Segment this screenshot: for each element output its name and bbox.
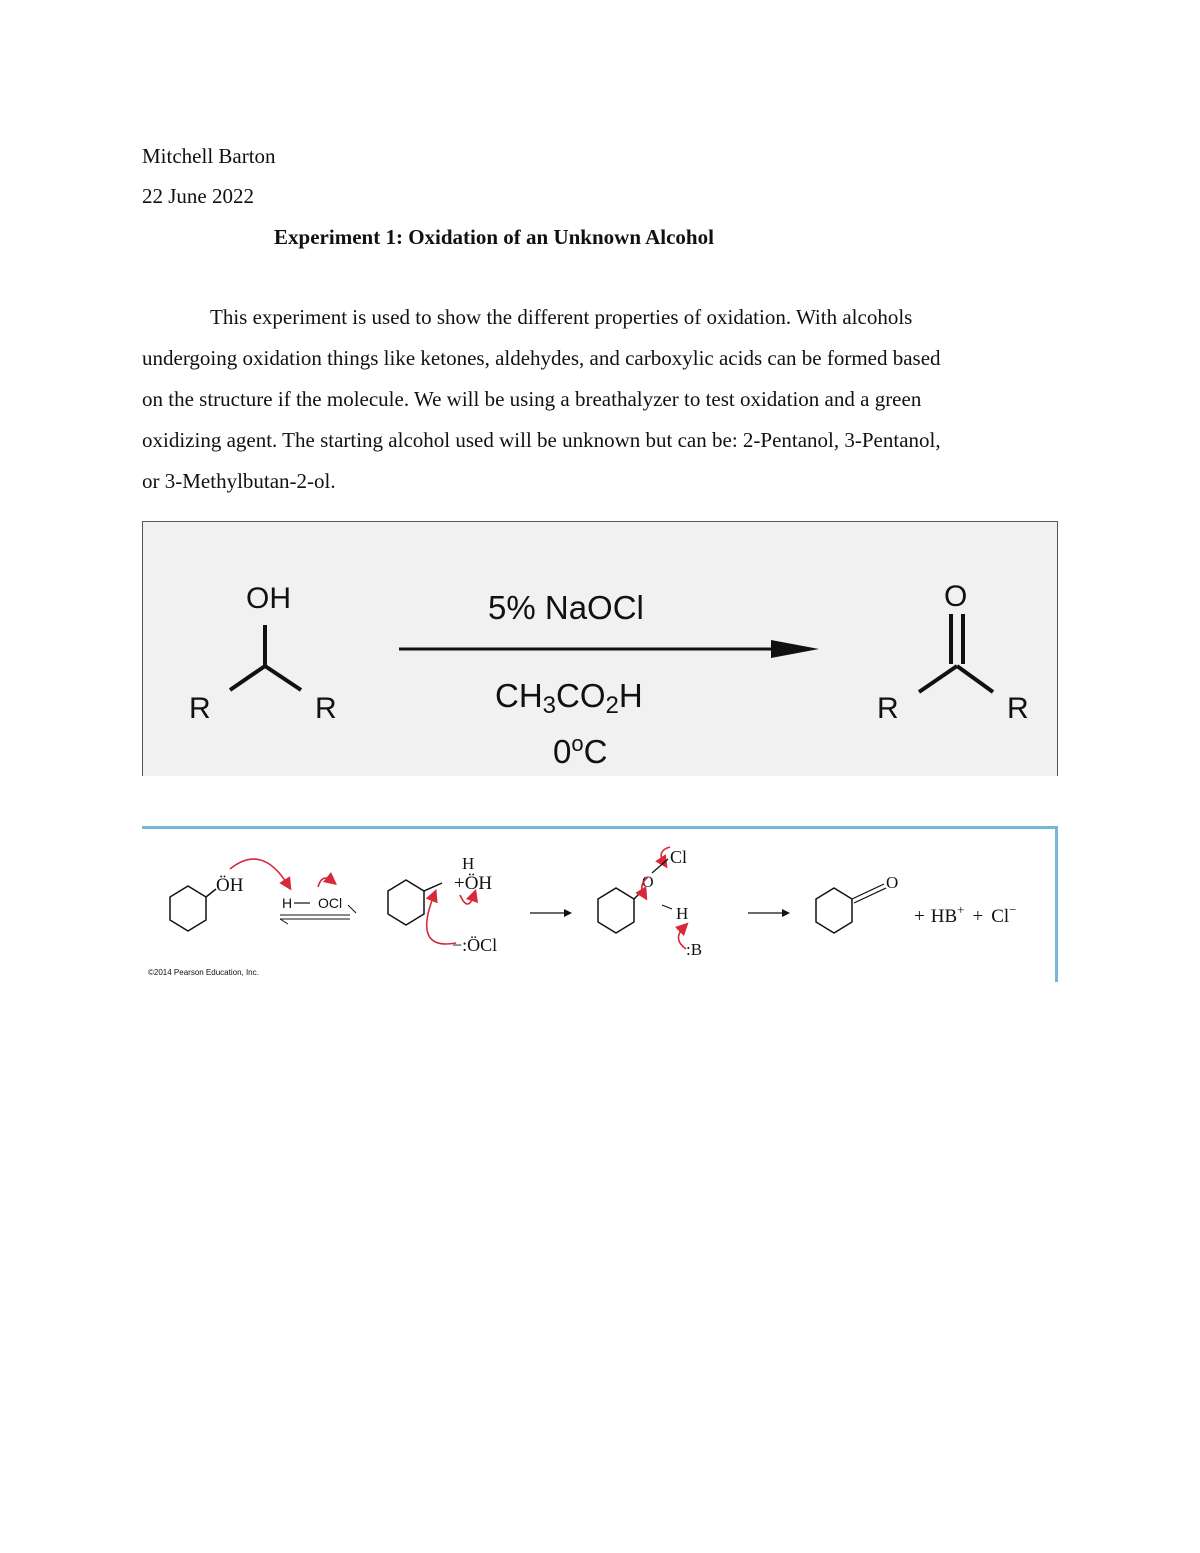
- document-title: Experiment 1: Oxidation of an Unknown Alcohol: [274, 225, 714, 249]
- mechanism-figure: [142, 826, 1058, 982]
- alcohol-oh-label: ÖH: [216, 875, 244, 896]
- equilibrium-arrow-head: [280, 919, 288, 924]
- ester-h-label: H: [676, 904, 689, 923]
- product-o-label: O: [944, 580, 968, 613]
- document-date: 22 June 2022: [142, 184, 254, 208]
- body-line: or 3-Methylbutan-2-ol.: [142, 469, 336, 493]
- reactant-oh-label: OH: [246, 582, 291, 615]
- cl-label: Cl: [670, 847, 688, 867]
- mechanism-drawing: [142, 829, 1058, 982]
- solvent-label: CH3CO2H: [495, 677, 643, 719]
- body-line: oxidizing agent. The starting alcohol used will be unknown but can be: 2-Pentanol, 3-Pentanol,: [142, 428, 941, 452]
- reactant-bond-right: [265, 666, 301, 690]
- reaction-scheme-drawing: [143, 522, 1058, 776]
- curved-arrow-7: [678, 927, 686, 949]
- copyright-notice: ©2014 Pearson Education, Inc.: [148, 968, 259, 977]
- reactant-r-right: R: [315, 692, 337, 725]
- reaction-arrow-head: [771, 640, 819, 658]
- base-label: :B: [686, 940, 703, 959]
- hocl-h-label: H: [282, 895, 293, 911]
- reactant-bond-left: [230, 666, 265, 690]
- intermediate-oh-label: +ÖH: [454, 873, 493, 894]
- body-line: on the structure if the molecule. We will be using a breathalyzer to test oxidation and a green: [142, 387, 922, 411]
- hypochlorite-label: −:ÖCl: [452, 935, 498, 955]
- curved-arrow-3: [460, 895, 474, 904]
- ester-o-label: O: [642, 874, 654, 891]
- temperature-label: 0$^o$C: [553, 731, 608, 770]
- cyclohexane-ring-3: [598, 888, 634, 933]
- cyclohexane-ring-1: [170, 886, 206, 931]
- hocl-tail: [348, 905, 356, 913]
- reaction-arrow-2-head: [564, 909, 572, 917]
- curved-arrow-2: [318, 878, 332, 887]
- body-line: undergoing oxidation things like ketones, aldehydes, and carboxylic acids can be formed based: [142, 346, 941, 370]
- product-r-right: R: [1007, 692, 1029, 725]
- ketone-o-label: O: [886, 873, 899, 892]
- body-line: This experiment is used to show the different properties of oxidation. With alcohols: [210, 305, 913, 329]
- product-bond-right: [957, 666, 993, 692]
- reaction-arrow-3-head: [782, 909, 790, 917]
- reagent-label: 5% NaOCl: [488, 589, 644, 626]
- intermediate-h-label: H: [462, 854, 475, 873]
- c-h-bond: [662, 905, 672, 909]
- ester-bond: [634, 891, 642, 899]
- alcohol-bond: [206, 889, 216, 897]
- reaction-scheme-figure: [142, 521, 1058, 776]
- body-paragraph: [142, 305, 1058, 510]
- byproducts-label: + HB+ + Cl−: [914, 902, 1017, 927]
- cyclohexane-ring-4: [816, 888, 852, 933]
- product-r-left: R: [877, 692, 899, 725]
- reactant-r-left: R: [189, 692, 211, 725]
- product-bond-left: [919, 666, 957, 692]
- intermediate-bond: [424, 883, 442, 891]
- author-name: Mitchell Barton: [142, 144, 276, 168]
- cyclohexane-ring-2: [388, 880, 424, 925]
- hocl-ocl-label: OCl: [318, 895, 343, 911]
- o-cl-bond: [652, 859, 668, 873]
